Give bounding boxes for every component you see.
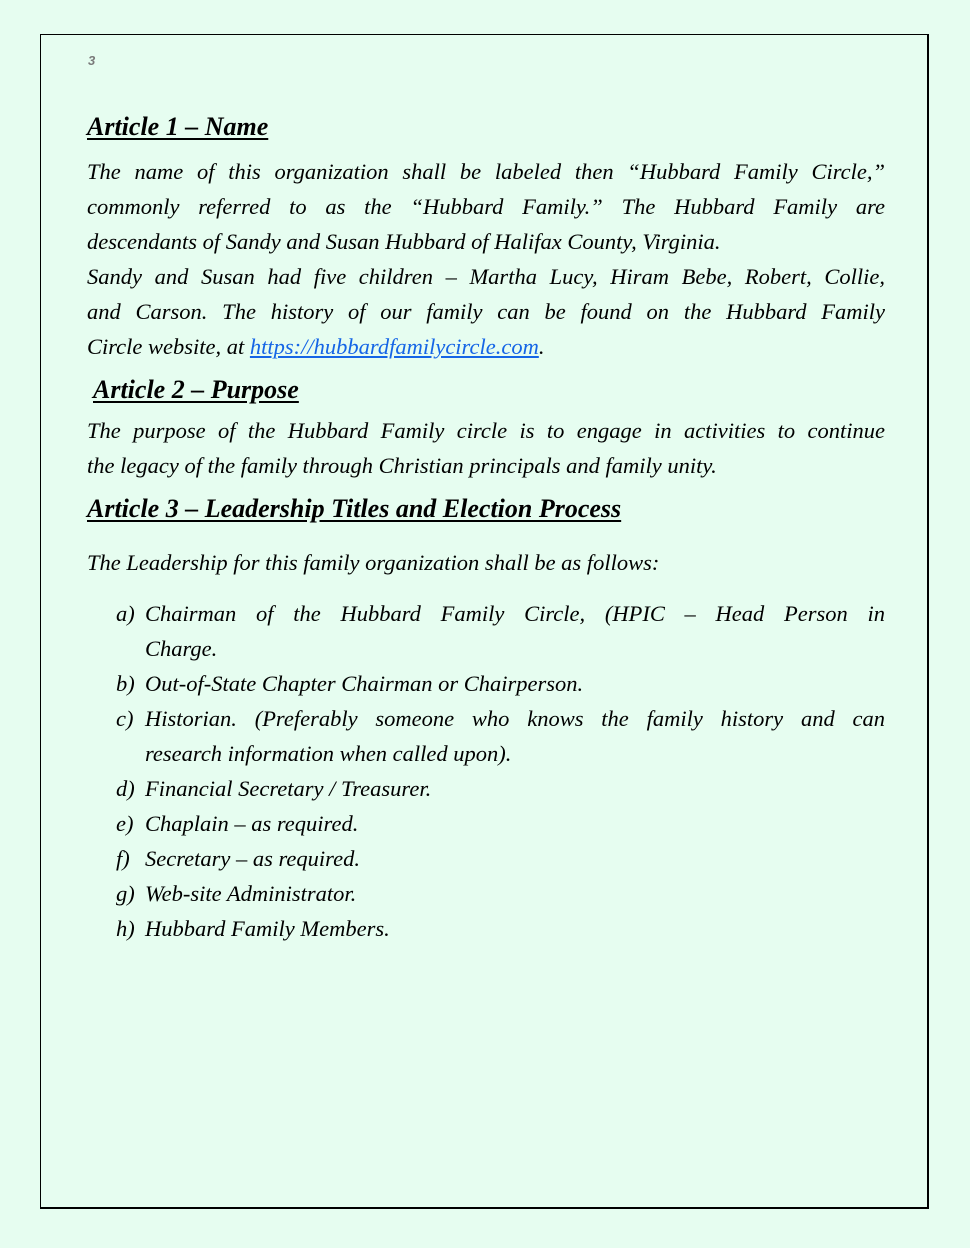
list-marker: d) — [116, 776, 135, 801]
article-3-intro — [87, 545, 885, 580]
text-line: Financial Secretary / Treasurer. — [145, 776, 432, 801]
article-1-heading: Article 1 – Name — [87, 112, 269, 141]
list-marker: g) — [116, 881, 135, 906]
list-marker: a) — [116, 601, 135, 626]
text-line: research information when called upon). — [145, 741, 512, 766]
text-line: commonly referred to as the “Hubbard Family.” The Hubbard Family are — [87, 194, 885, 219]
text-line: Charge. — [145, 636, 218, 661]
article-2-heading: Article 2 – Purpose — [93, 375, 299, 404]
text-line: Secretary – as required. — [145, 846, 360, 871]
list-item — [87, 666, 885, 701]
list-marker: f) — [116, 846, 130, 871]
text-line: and Carson. The history of our family can be found on the Hubbard Family — [87, 299, 885, 324]
document-body — [87, 105, 885, 946]
website-prefix: Circle website, at — [87, 334, 250, 359]
list-item — [87, 911, 885, 946]
page-number: 3 — [88, 53, 96, 68]
list-marker: b) — [116, 671, 135, 696]
list-marker: h) — [116, 916, 135, 941]
website-suffix: . — [538, 334, 545, 359]
text-line: Chaplain – as required. — [145, 811, 359, 836]
list-item — [87, 806, 885, 841]
text-line: descendants of Sandy and Susan Hubbard of Halifax County, Virginia. — [87, 229, 721, 254]
list-item — [87, 876, 885, 911]
document-page — [40, 34, 929, 1209]
article-1-paragraph — [87, 154, 885, 364]
text-line: Chairman of the Hubbard Family Circle, (HPIC – Head Person in — [145, 601, 885, 626]
article-2-paragraph — [87, 413, 885, 483]
list-marker: c) — [116, 706, 134, 731]
text-line: The name of this organization shall be labeled then “Hubbard Family Circle,” — [87, 159, 885, 184]
text-line: Historian. (Preferably someone who knows the family history and can — [145, 706, 885, 731]
text-line: Web-site Administrator. — [145, 881, 357, 906]
text-line: the legacy of the family through Christian principals and family unity. — [87, 453, 717, 478]
text-line: Sandy and Susan had five children – Martha Lucy, Hiram Bebe, Robert, Collie, — [87, 264, 885, 289]
text-line: The purpose of the Hubbard Family circle is to engage in activities to continue — [87, 418, 885, 443]
text-line-website — [87, 329, 885, 364]
text-line: Out-of-State Chapter Chairman or Chairperson. — [145, 671, 584, 696]
leadership-list — [87, 596, 885, 946]
list-item — [87, 596, 885, 666]
article-3-heading: Article 3 – Leadership Titles and Election Process — [87, 494, 622, 523]
list-marker: e) — [116, 811, 134, 836]
list-item — [87, 841, 885, 876]
list-item — [87, 771, 885, 806]
website-link[interactable]: https://hubbardfamilycircle.com — [249, 334, 539, 359]
list-item — [87, 701, 885, 771]
text-line: The Leadership for this family organization shall be as follows: — [87, 550, 660, 575]
text-line: Hubbard Family Members. — [145, 916, 390, 941]
